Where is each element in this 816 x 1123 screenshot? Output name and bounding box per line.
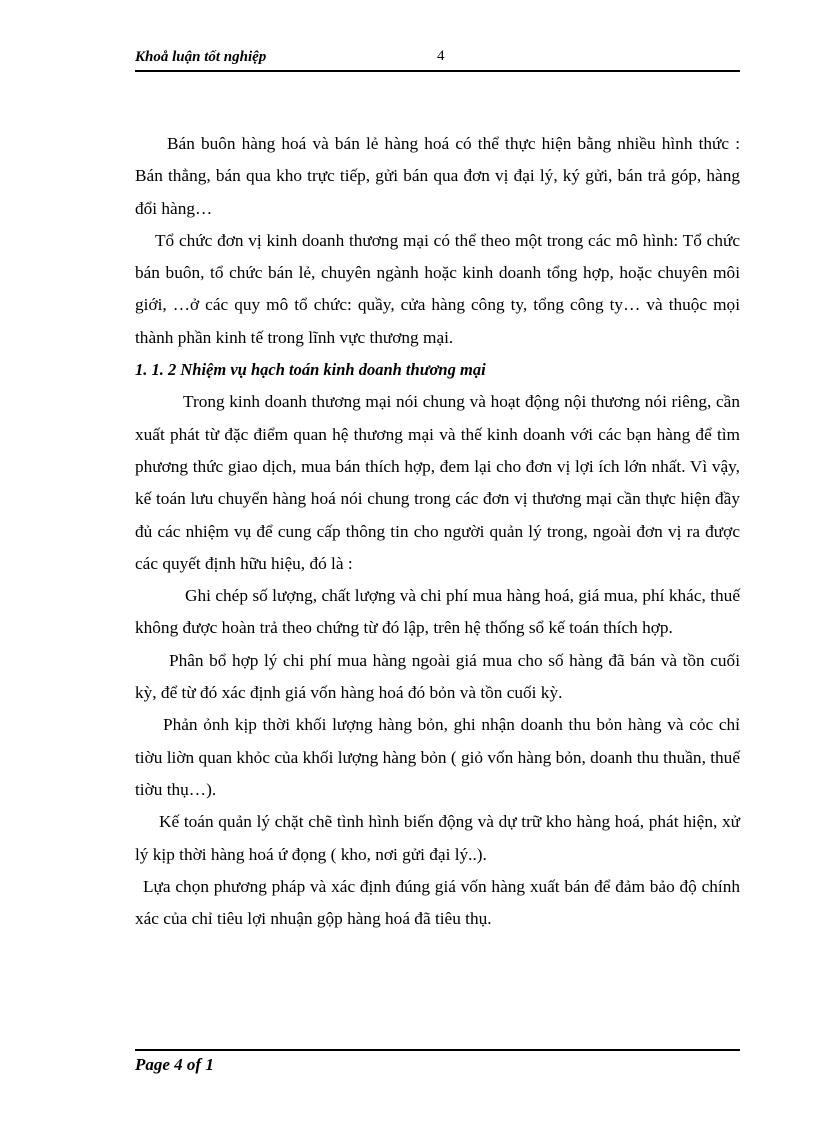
paragraph-sales-reflection: Phản ỏnh kịp thời khối lượng hàng bỏn, ghi nhận doanh thu bỏn hàng và cỏc chỉ tiờu liờn quan khỏc của khối lượng hàng bỏn ( giỏ vốn hàng bỏn, doanh thu thuần, thuế tiờu thụ…). (135, 715, 740, 799)
paragraph-accounting-duties: Trong kinh doanh thương mại nói chung và hoạt động nội thương nói riêng, cần xuất phát từ đặc điểm quan hệ thương mại và thế kinh doanh với các bạn hàng để tìm phương thức giao dịch, mua bán thích hợp, đem lại cho đơn vị lợi ích lớn nhất. Vì vậy, kế toán lưu chuyển hàng hoá nói chung trong các đơn vị thương mại cần thực hiện đầy đủ các nhiệm vụ để cung cấp thông tin cho người quản lý trong, ngoài đơn vị ra được các quyết định hữu hiệu, đó là : (135, 392, 740, 573)
paragraph-cost-method: Lựa chọn phương pháp và xác định đúng giá vốn hàng xuất bán để đảm bảo độ chính xác của chỉ tiêu lợi nhuận gộp hàng hoá đã tiêu thụ. (135, 876, 740, 929)
paragraph-recording: Ghi chép số lượng, chất lượng và chi phí mua hàng hoá, giá mua, phí khác, thuế không được hoàn trả theo chứng từ đó lập, trên hệ thống sổ kế toán thích hợp. (135, 586, 740, 638)
header-page-number: 4 (437, 48, 445, 64)
section-heading: 1. 1. 2 Nhiệm vụ hạch toán kinh doanh thương mại (135, 360, 486, 380)
document-body (135, 128, 740, 935)
footer-divider (135, 1049, 740, 1051)
header-title: Khoå luận tốt nghiệp (135, 49, 267, 65)
paragraph-inventory-management: Kế toán quản lý chặt chẽ tình hình biến động và dự trữ kho hàng hoá, phát hiện, xử lý kịp thời hàng hoá ứ đọng ( kho, nơi gửi đại lý..). (135, 812, 740, 864)
footer-page-label: Page 4 of 1 (135, 1055, 214, 1074)
header-divider (135, 70, 740, 72)
paragraph-cost-allocation: Phân bổ hợp lý chi phí mua hàng ngoài giá mua cho số hàng đã bán và tồn cuối kỳ, để từ đó xác định giá vốn hàng hoá đó bỏn và tồn cuối kỳ. (135, 650, 740, 703)
paragraph-organization-models: Tổ chức đơn vị kinh doanh thương mại có thể theo một trong các mô hình: Tổ chức bán buôn, tổ chức bán lẻ, chuyên ngành hoặc kinh doanh tổng hợp, hoặc chuyên môi giới, …ở các quy mô tổ chức: quầy, cửa hàng công ty, tổng công ty… và thuộc mọi thành phần kinh tế trong lĩnh vực thương mại. (135, 230, 740, 347)
page-header (135, 48, 740, 72)
paragraph-sales-forms: Bán buôn hàng hoá và bán lẻ hàng hoá có thể thực hiện bằng nhiều hình thức : Bán thẳng, bán qua kho trực tiếp, gửi bán qua đơn vị đại lý, ký gửi, bán trả góp, hàng đổi hàng… (135, 134, 740, 218)
